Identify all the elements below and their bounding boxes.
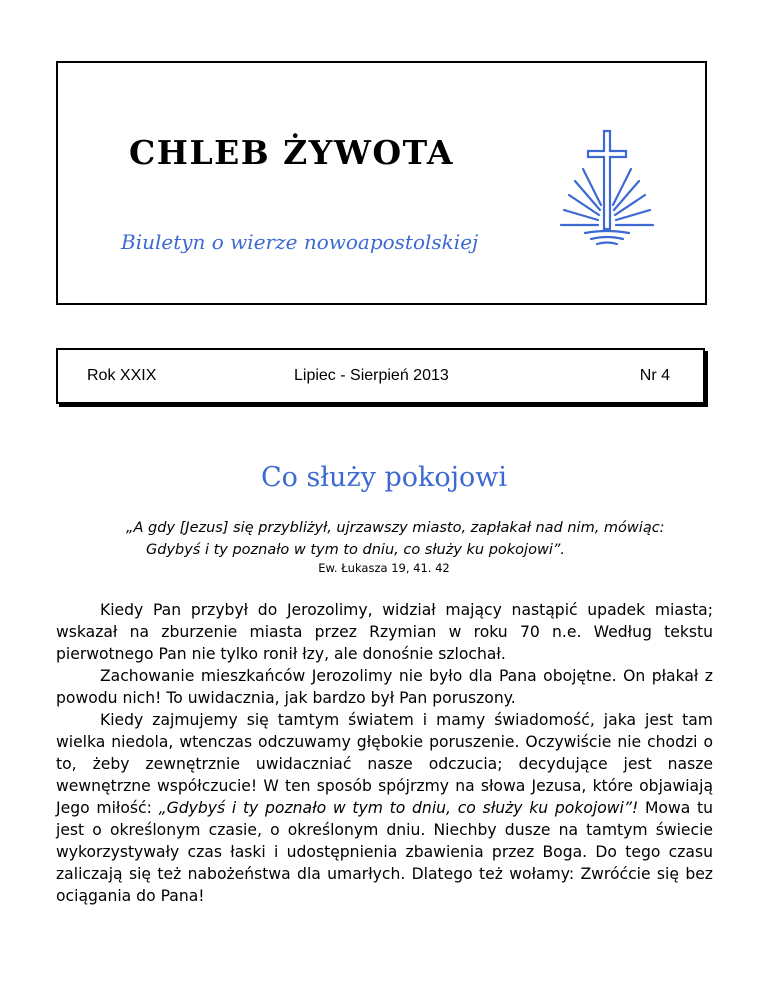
bulletin-subtitle: Biuletyn o wierze nowoapostolskiej [121, 230, 479, 254]
article-title: Co służy pokojowi [260, 462, 508, 493]
quote-reference: Ew. Łukasza 19, 41. 42 [318, 561, 450, 575]
issue-number: Nr 4 [639, 367, 670, 384]
issue-info-bar [56, 348, 705, 404]
epigraph-quote [126, 517, 726, 561]
paragraph: Kiedy Pan przybył do Jerozolimy, widział mający nastąpić upadek miasta; wskazał na zburzenie miasta przez Rzymian w roku 70 n.e. Według tekstu pierwotnego Pan nie tylko ronił łzy, ale donośnie szlochał. [56, 601, 713, 663]
article-body [56, 599, 713, 907]
inline-quote: „Gdybyś i ty poznało w tym to dniu, co służy ku pokojowi”! [158, 799, 639, 817]
bulletin-title: CHLEB ŻYWOTA [129, 133, 454, 172]
paragraph [56, 709, 713, 907]
issue-date: Lipiec - Sierpień 2013 [294, 367, 449, 384]
quote-line: „A gdy [Jezus] się przybliżył, ujrzawszy miasto, zapłakał nad nim, mówiąc: [126, 520, 665, 536]
cross-rising-sun-icon [553, 129, 663, 249]
paragraph-text: Kiedy zajmujemy się tamtym światem i mamy świadomość, jaka jest tam wielka niedola, wtenczas odczuwamy głębokie poruszenie. Oczywiście nie chodzi o to, żeby zewnętrznie uwidaczniać nasze odczucia; decydujące jest nasze wewnętrzne współczucie! W ten sposób spójrzmy na słowa Jezusa, które objawiają Jego miłość: [56, 711, 713, 817]
quote-line: Gdybyś i ty poznało w tym to dniu, co służy ku pokojowi”. [146, 542, 565, 558]
paragraph-text: Mowa tu jest o określonym czasie, o określonym dniu. Niechby dusze na tamtym świecie wykorzystywały czas łaski i udostępnienia zbawienia przez Boga. Do tego czasu zaliczają się też nabożeństwa dla umarłych. Dlatego też wołamy: Zwróćcie się bez ociągania do Pana! [56, 799, 713, 905]
paragraph: Zachowanie mieszkańców Jerozolimy nie było dla Pana obojętne. On płakał z powodu nich! To uwidacznia, jak bardzo był Pan poruszony. [56, 667, 713, 707]
issue-year: Rok XXIX [87, 367, 157, 384]
masthead-box [56, 61, 707, 305]
